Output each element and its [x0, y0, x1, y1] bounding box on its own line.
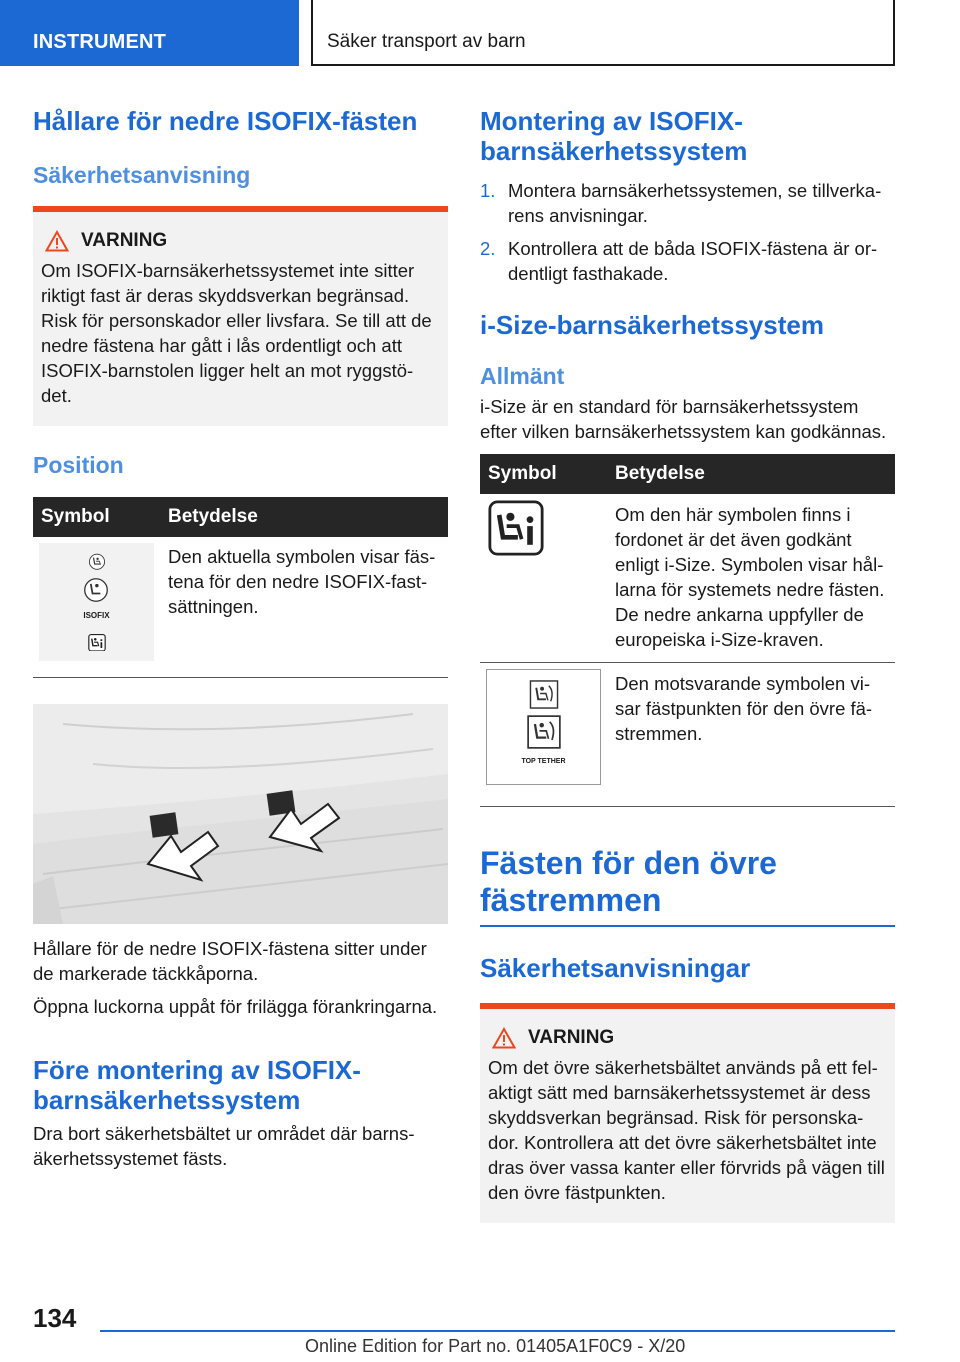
warning-box — [480, 1003, 895, 1223]
right-column — [480, 100, 895, 1223]
child-seat-circle-icon — [82, 553, 112, 571]
table-row — [33, 537, 448, 678]
top-tether-label: TOP TETHER — [521, 758, 566, 765]
photo-caption-1: Hållare för de nedre ISOFIX-fästena sitter under de markerade täckkåporna. — [33, 938, 427, 984]
heading-rule — [480, 925, 895, 927]
section-title: INSTRUMENT — [33, 31, 167, 53]
row-meaning: Om den här symbolen finns i fordonet är det även godkänt enligt i-Size. Symbolen visar hål-larna för systemets nedre fästen. De nedre ankarna uppfyller de europeiska i-Size-kraven. — [607, 494, 895, 663]
warning-text: Om ISOFIX-barnsäkerhetssystemet inte sitter riktigt fast är deras skyddsverkan begränsad. Risk för personskador eller livsfara. Se till att de nedre fästena har gått i lås ordentligt och att ISOFIX-barnstolen ligger helt an mot ryggstö-det. — [41, 260, 432, 406]
step-number: 2. — [480, 238, 496, 259]
warning-triangle-icon — [492, 1027, 516, 1049]
isofix-symbols — [39, 543, 154, 661]
row-meaning: Den motsvarande symbolen vi-sar fästpunkten för den övre fä-stremmen. — [607, 663, 895, 807]
top-tether-labeled-icon — [527, 715, 561, 749]
general-text: i-Size är en standard för barnsäkerhetssystem efter vilken barnsäkerhetssystem kan godkännas. — [480, 396, 887, 442]
row-meaning: Den aktuella symbolen visar fäs-tena för den nedre ISOFIX-fast-sättningen. — [160, 537, 448, 678]
col-header-symbol: Symbol — [480, 454, 607, 494]
section-heading-mounting: Montering av ISOFIX-barnsäkerhetssystem — [480, 106, 748, 166]
table-row — [480, 663, 895, 807]
section-heading-upper-tether: Fästen för den övre fästremmen — [480, 845, 777, 918]
isofix-symbol-table — [33, 497, 448, 678]
before-mounting-text: Dra bort säkerhetsbältet ur området där barns-äkerhetssystemet fästs. — [33, 1123, 415, 1169]
general-subheading: Allmänt — [480, 363, 565, 389]
mounting-steps — [480, 178, 895, 286]
warning-triangle-icon — [45, 230, 69, 252]
position-subheading: Position — [33, 452, 124, 478]
top-tether-icon — [527, 680, 561, 709]
warning-box — [33, 206, 448, 426]
isize-symbol-table — [480, 454, 895, 807]
photo-caption-2: Öppna luckorna uppåt för frilägga förankringarna. — [33, 996, 438, 1017]
page-number: 134 — [33, 1303, 77, 1333]
step-number: 1. — [480, 180, 496, 201]
footer-rule — [100, 1330, 895, 1332]
step-text: Kontrollera att de båda ISOFIX-fästena är or-dentligt fasthakade. — [508, 238, 878, 284]
section-heading-isofix-holders: Hållare för nedre ISOFIX-fästen — [33, 106, 418, 136]
left-column — [33, 100, 448, 1171]
section-tab — [0, 0, 299, 66]
footer-edition: Online Edition for Part no. 01405A1F0C9 - X/20 — [305, 1336, 686, 1356]
isofix-circle-icon — [83, 577, 109, 603]
warning-text: Om det övre säkerhetsbältet används på ett fel-aktigt sätt med barnsäkerhetssystemet är dess skyddsverkan begränsad. Risk för personska-dor. Kontrollera att det övre säkerhetsbältet inte dras över vassa kanter eller förvrids på vägen till den övre fästpunkten. — [488, 1056, 885, 1203]
isofix-label: ISOFIX — [83, 610, 110, 620]
safety-subheading: Säkerhetsanvisning — [33, 162, 251, 188]
rear-seat-photo — [33, 704, 448, 924]
rear-seat-illustration — [33, 704, 448, 924]
isize-symbol-icon — [82, 634, 112, 652]
list-item — [480, 236, 895, 286]
section-heading-isize: i-Size-barnsäkerhetssystem — [480, 310, 824, 340]
list-item — [480, 178, 895, 228]
step-text: Montera barnsäkerhetssystemen, se tillverka-rens anvisningar. — [508, 180, 882, 226]
table-row — [480, 494, 895, 663]
col-header-symbol: Symbol — [33, 497, 160, 537]
isize-symbol-icon — [488, 500, 544, 556]
chapter-tab — [311, 0, 895, 66]
top-tether-symbols — [486, 669, 601, 785]
chapter-title: Säker transport av barn — [327, 31, 526, 52]
col-header-meaning: Betydelse — [160, 497, 448, 537]
warning-label: VARNING — [81, 230, 168, 251]
section-heading-before-mounting: Före montering av ISOFIX-barnsäkerhetssystem — [33, 1055, 361, 1115]
col-header-meaning: Betydelse — [607, 454, 895, 494]
safety-subheading: Säkerhetsanvisningar — [480, 952, 751, 983]
warning-label: VARNING — [528, 1026, 615, 1048]
